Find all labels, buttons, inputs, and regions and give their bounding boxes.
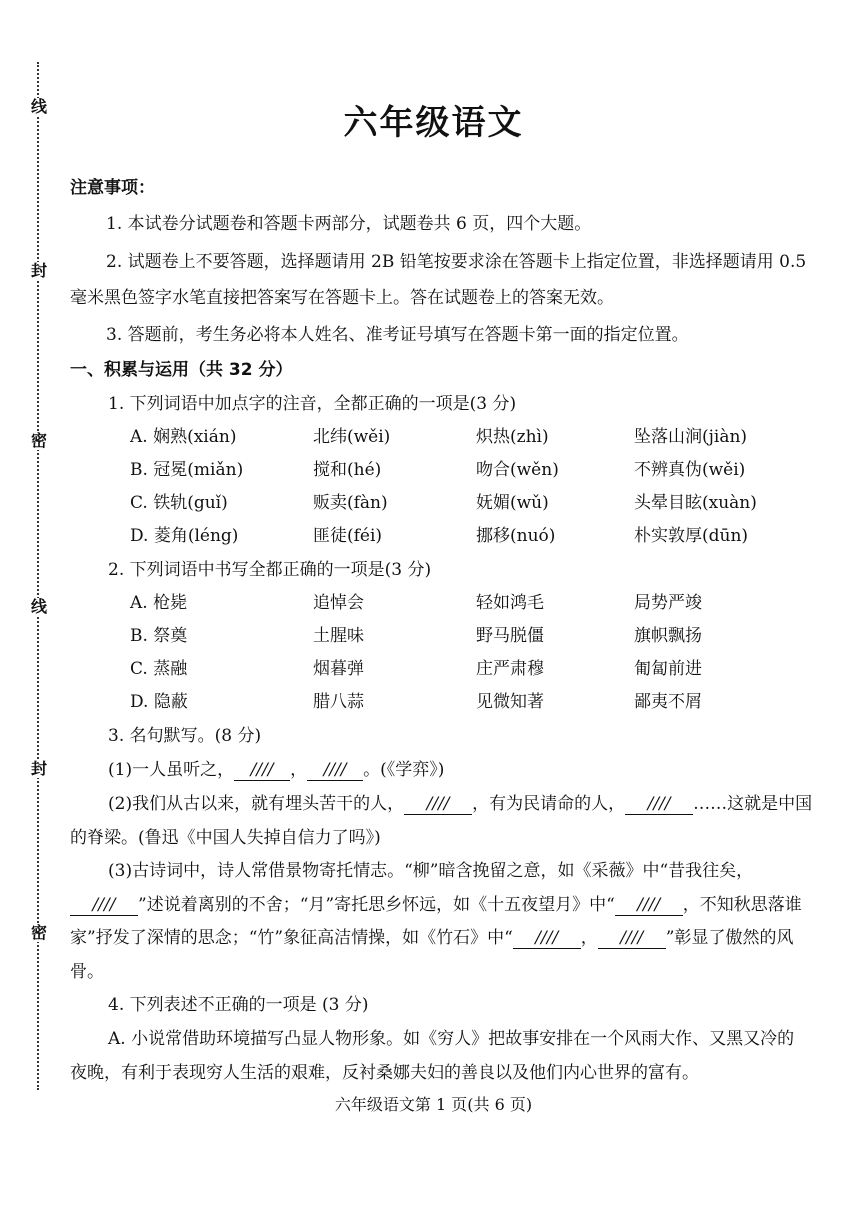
q3-text: ”述说着离别的不舍；“月”寄托思乡怀远，如《十五夜望月》中“	[138, 895, 615, 915]
q3-line-3-b	[70, 893, 802, 917]
q3-text: (2)我们从古以来，就有埋头苦干的人，	[108, 794, 405, 814]
q3-text: ，有为民请命的人，	[472, 794, 626, 814]
option-cell: 贩卖(fàn)	[313, 493, 388, 513]
option-cell: B. 冠冕(miǎn)	[130, 460, 244, 480]
option-cell: 鄙夷不屑	[634, 692, 702, 712]
q3-line-2	[108, 792, 812, 816]
answer-blank: ////	[404, 794, 472, 815]
answer-blank: ////	[625, 794, 693, 815]
q3-line-2-cont: 的脊梁。(鲁迅《中国人失掉自信力了吗》)	[70, 828, 381, 848]
q3-text: ，	[290, 760, 308, 780]
option-cell: 朴实敦厚(dūn)	[634, 526, 749, 546]
option-cell: 野马脱僵	[476, 626, 544, 646]
answer-blank: ////	[234, 760, 290, 781]
notice-item-2-cont: 毫米黑色签字水笔直接把答案写在答题卡上。答在试题卷上的答案无效。	[70, 288, 614, 308]
option-cell: 旗帜飘扬	[634, 626, 702, 646]
answer-blank: ////	[307, 760, 363, 781]
q3-text: ……这就是中国	[693, 794, 813, 814]
notice-heading: 注意事项：	[70, 178, 155, 198]
binding-mark: 线	[30, 597, 47, 616]
option-cell: B. 祭奠	[130, 626, 188, 646]
question-2-stem: 2. 下列词语中书写全都正确的一项是(3 分)	[108, 560, 432, 580]
page-title: 六年级语文	[343, 103, 524, 143]
question-1-stem: 1. 下列词语中加点字的注音，全都正确的一项是(3 分)	[108, 394, 517, 414]
answer-blank: ////	[513, 928, 581, 949]
option-cell: C. 蒸融	[130, 659, 188, 679]
option-cell: C. 铁轨(guǐ)	[130, 493, 228, 513]
q3-text: ，	[580, 928, 598, 948]
option-cell: 庄严肃穆	[476, 659, 544, 679]
q4-option-a: A. 小说常借助环境描写凸显人物形象。如《穷人》把故事安排在一个风雨大作、又黑又冷的	[108, 1029, 795, 1049]
option-cell: 腊八蒜	[313, 692, 364, 712]
option-cell: 局势严竣	[634, 593, 702, 613]
q3-text: ”彰显了傲然的风	[665, 928, 794, 948]
option-cell: 挪移(nuó)	[476, 526, 556, 546]
binding-mark: 线	[30, 97, 47, 116]
option-cell: 见微知著	[476, 692, 544, 712]
notice-item-2: 2. 试题卷上不要答题，选择题请用 2B 铅笔按要求涂在答题卡上指定位置，非选择题请用 0.5	[106, 252, 807, 272]
question-1-options	[130, 425, 810, 557]
option-cell: 北纬(wěi)	[313, 427, 391, 447]
option-cell: A. 枪毙	[130, 593, 188, 613]
option-cell: 烟暮弹	[313, 659, 364, 679]
binding-mark: 密	[30, 923, 47, 942]
q3-text: ，不知秋思落谁	[682, 895, 802, 915]
option-cell: 搅和(hé)	[313, 460, 382, 480]
option-cell: D. 隐蔽	[130, 692, 188, 712]
answer-blank: ////	[70, 895, 138, 916]
question-3-stem: 3. 名句默写。(8 分)	[108, 726, 262, 746]
option-cell: 匪徒(féi)	[313, 526, 383, 546]
option-cell: 头晕目眩(xuàn)	[634, 493, 757, 513]
q3-text: (1)一人虽听之，	[108, 760, 235, 780]
option-cell: 不辨真伪(wěi)	[634, 460, 746, 480]
q3-line-3-d: 骨。	[70, 962, 104, 982]
option-cell: A. 娴熟(xián)	[130, 427, 237, 447]
q3-text: 家”抒发了深情的思念；“竹”象征高洁情操，如《竹石》中“	[70, 928, 513, 948]
page-footer: 六年级语文第 1 页(共 6 页)	[334, 1095, 533, 1114]
option-cell: 坠落山涧(jiàn)	[634, 427, 748, 447]
q4-option-a-cont: 夜晚，有利于表现穷人生活的艰难，反衬桑娜夫妇的善良以及他们内心世界的富有。	[70, 1063, 699, 1083]
binding-mark: 密	[30, 431, 47, 450]
answer-blank: ////	[615, 895, 683, 916]
q3-line-1	[108, 758, 444, 782]
notice-item-3: 3. 答题前，考生务必将本人姓名、准考证号填写在答题卡第一面的指定位置。	[106, 325, 689, 345]
q3-line-3-c	[70, 926, 793, 950]
q3-text: 。(《学弈》)	[363, 760, 445, 780]
option-cell: D. 菱角(léng)	[130, 526, 239, 546]
option-cell: 轻如鸿毛	[476, 593, 544, 613]
option-cell: 炽热(zhì)	[476, 427, 549, 447]
question-4-stem: 4. 下列表述不正确的一项是 (3 分)	[108, 995, 369, 1015]
option-cell: 妩媚(wǔ)	[476, 493, 549, 513]
section-heading: 一、积累与运用（共 32 分）	[70, 360, 293, 380]
binding-mark: 封	[30, 759, 47, 778]
answer-blank: ////	[598, 928, 666, 949]
q3-line-3: (3)古诗词中，诗人常借景物寄托情志。“柳”暗含挽留之意，如《采薇》中“昔我往矣，	[108, 861, 754, 881]
option-cell: 匍匐前进	[634, 659, 702, 679]
notice-item-1: 1. 本试卷分试题卷和答题卡两部分，试题卷共 6 页，四个大题。	[106, 214, 592, 234]
question-2-options	[130, 591, 810, 723]
option-cell: 土腥味	[313, 626, 364, 646]
option-cell: 吻合(wěn)	[476, 460, 559, 480]
option-cell: 追悼会	[313, 593, 364, 613]
binding-mark: 封	[30, 261, 47, 280]
